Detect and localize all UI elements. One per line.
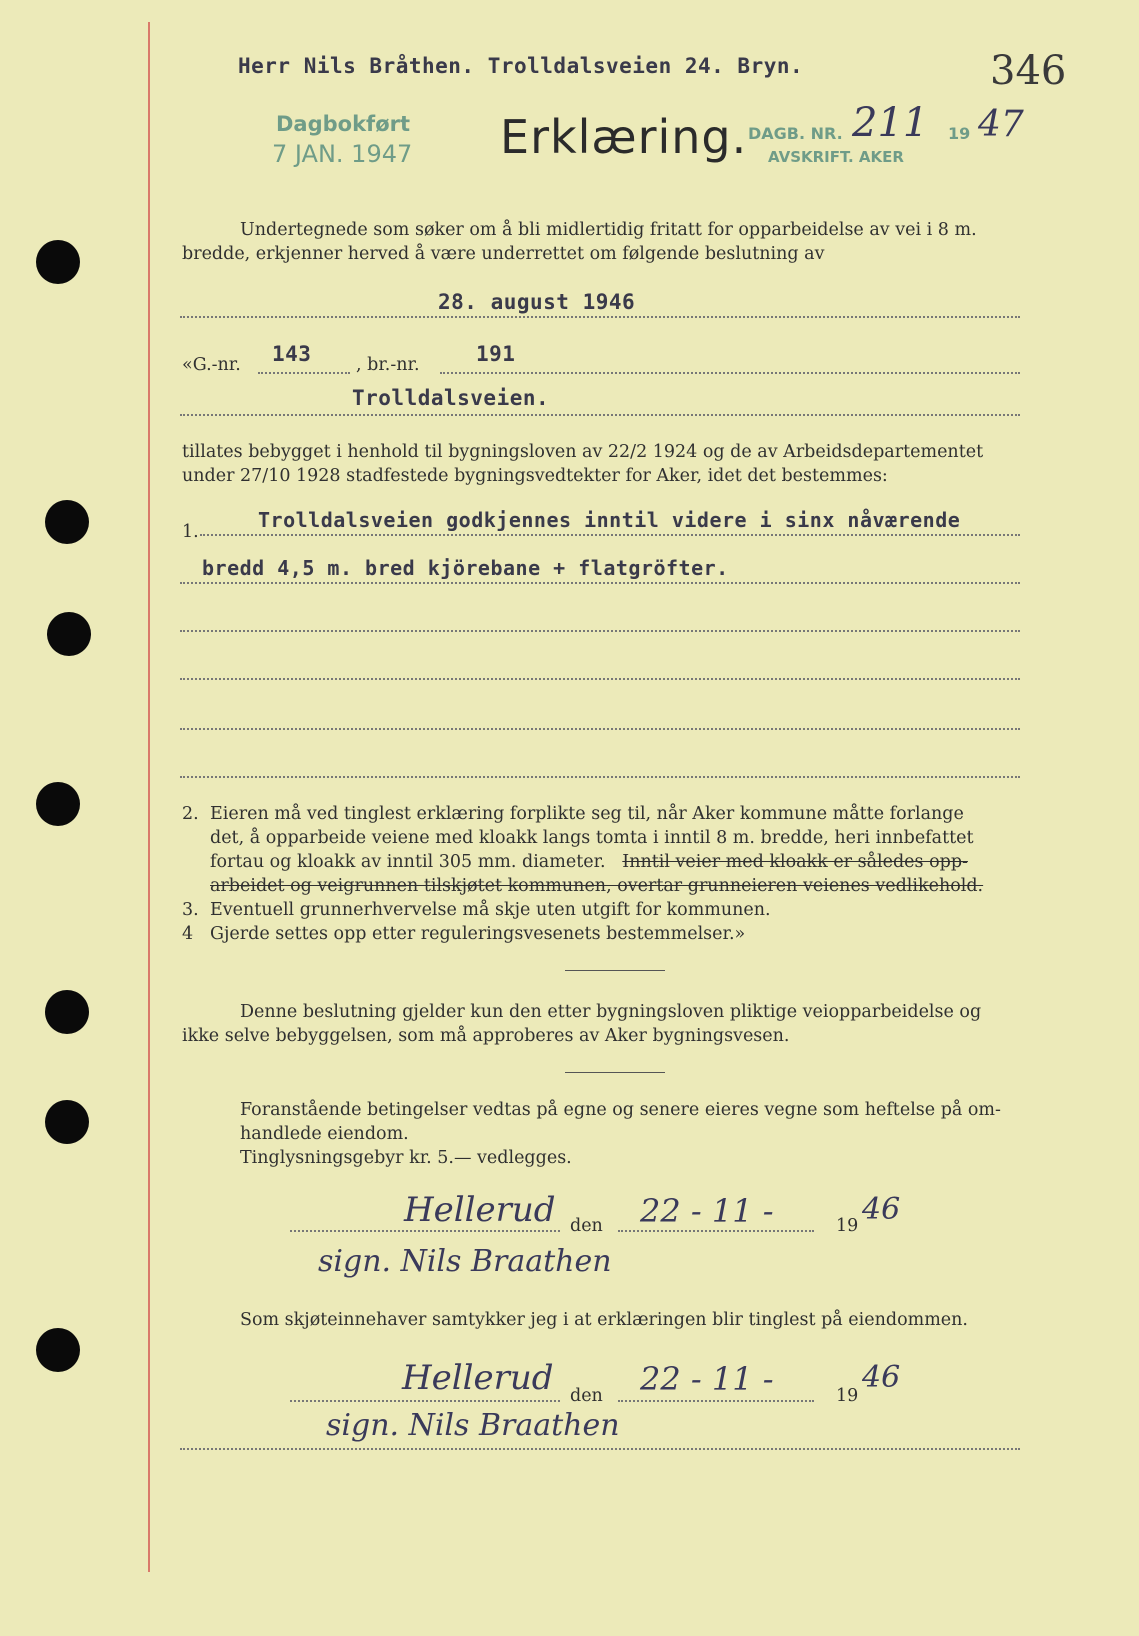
signature-1-year-prefix: 19 — [836, 1216, 859, 1236]
item-3-text: Eventuell grunnerhvervelse må skje uten utgift for kommunen. — [210, 900, 771, 920]
avskrift-stamp: AVSKRIFT. AKER — [768, 148, 904, 166]
conditions-line-1: Foranstående betingelser vedtas på egne og senere eieres vegne som heftelse på om- — [240, 1100, 1001, 1120]
item-1-number: 1. — [182, 522, 199, 542]
conditions-line-3: Tinglysningsgebyr kr. 5.— vedlegges. — [240, 1148, 572, 1168]
dotted-line — [180, 728, 1020, 730]
dotted-line — [180, 582, 1020, 584]
signature-1-date: 22 - 11 - — [640, 1192, 774, 1230]
item-2-struck-text: Inntil veier med kloakk er således opp- — [622, 852, 968, 872]
item-2-line-3 — [210, 850, 968, 874]
dotted-line — [618, 1230, 814, 1232]
divider — [565, 1072, 665, 1073]
page-number: 346 — [990, 48, 1067, 94]
dagb-label: DAGB. NR. — [748, 124, 843, 143]
item-4-number: 4 — [182, 924, 194, 944]
signature-2-year-prefix: 19 — [836, 1386, 859, 1406]
punch-hole — [47, 612, 91, 656]
consent-text: Som skjøteinnehaver samtykker jeg i at erklæringen blir tinglest på eiendommen. — [240, 1310, 968, 1330]
signature-2-date: 22 - 11 - — [640, 1360, 774, 1398]
dotted-line — [180, 1448, 1020, 1450]
brnr-value: 191 — [476, 342, 516, 366]
signature-2-year: 46 — [862, 1360, 901, 1395]
punch-hole — [45, 1100, 89, 1144]
dotted-line — [618, 1400, 814, 1402]
document-title: Erklæring. — [500, 110, 748, 164]
dotted-line — [200, 534, 1020, 536]
dotted-line — [290, 1400, 560, 1402]
gnr-value: 143 — [272, 342, 312, 366]
punch-hole — [45, 500, 89, 544]
signature-1-place: Hellerud — [404, 1190, 556, 1230]
divider — [565, 970, 665, 971]
item-2-line-2: det, å opparbeide veiene med kloakk langs tomta i inntil 8 m. bredde, heri innbefattet — [210, 828, 974, 848]
item-1-line-1: Trolldalsveien godkjennes inntil videre i sinx nåværende — [258, 508, 961, 532]
item-2-line-4-struck: arbeidet og veigrunnen tilskjøtet kommunen, overtar grunneieren veienes vedlikehold. — [210, 876, 984, 896]
signature-2-signed: sign. Nils Braathen — [326, 1408, 620, 1443]
permission-line-1: tillates bebygget i henhold til bygningsloven av 22/2 1924 og de av Arbeidsdepartementet — [182, 442, 984, 462]
dotted-line — [290, 1230, 560, 1232]
dotted-line — [180, 316, 1020, 318]
signature-1-den: den — [570, 1216, 603, 1236]
margin-line — [148, 22, 150, 1572]
stamp-date: 7 JAN. 1947 — [272, 140, 413, 168]
item-2-line-1: Eieren må ved tinglest erklæring forplikte seg til, når Aker kommune måtte forlange — [210, 804, 964, 824]
address-line: Herr Nils Bråthen. Trolldalsveien 24. Bryn. — [238, 54, 804, 78]
item-3-number: 3. — [182, 900, 199, 920]
punch-hole — [36, 1328, 80, 1372]
stamp-dagbokfort: Dagbokført — [276, 112, 411, 136]
punch-hole — [36, 782, 80, 826]
dotted-line — [440, 372, 1020, 374]
punch-hole — [45, 990, 89, 1034]
dagb-year: 47 — [978, 104, 1024, 145]
dagb-year-prefix: 19 — [948, 124, 971, 143]
punch-hole — [36, 240, 80, 284]
dotted-line — [180, 678, 1020, 680]
note-line-2: ikke selve bebyggelsen, som må approberes av Aker bygningsvesen. — [182, 1026, 790, 1046]
item-4-text: Gjerde settes opp etter reguleringsvesenets bestemmelser.» — [210, 924, 746, 944]
dotted-line — [258, 372, 350, 374]
item-2-line-3-text: fortau og kloakk av inntil 305 mm. diameter. — [210, 852, 606, 872]
intro-line-1: Undertegnede som søker om å bli midlertidig fritatt for opparbeidelse av vei i 8 m. — [240, 220, 977, 240]
dagb-number: 211 — [852, 100, 929, 146]
signature-1-year: 46 — [862, 1192, 901, 1227]
conditions-line-2: handlede eiendom. — [240, 1124, 409, 1144]
signature-1-signed: sign. Nils Braathen — [318, 1244, 612, 1279]
note-line-1: Denne beslutning gjelder kun den etter bygningsloven pliktige veiopparbeidelse og — [240, 1002, 982, 1022]
dotted-line — [180, 630, 1020, 632]
brnr-label: , br.-nr. — [356, 355, 420, 375]
dotted-line — [180, 414, 1020, 416]
intro-line-2: bredde, erkjenner herved å være underrettet om følgende beslutning av — [182, 244, 825, 264]
permission-line-2: under 27/10 1928 stadfestede bygningsvedtekter for Aker, idet det bestemmes: — [182, 466, 888, 486]
dotted-line — [180, 776, 1020, 778]
item-2-number: 2. — [182, 804, 199, 824]
item-1-line-2: bredd 4,5 m. bred kjörebane + flatgröfter. — [202, 556, 729, 580]
decision-date: 28. august 1946 — [438, 290, 636, 314]
gnr-label: «G.-nr. — [182, 355, 241, 375]
signature-2-place: Hellerud — [402, 1358, 554, 1398]
signature-2-den: den — [570, 1386, 603, 1406]
street-name: Trolldalsveien. — [352, 386, 550, 410]
